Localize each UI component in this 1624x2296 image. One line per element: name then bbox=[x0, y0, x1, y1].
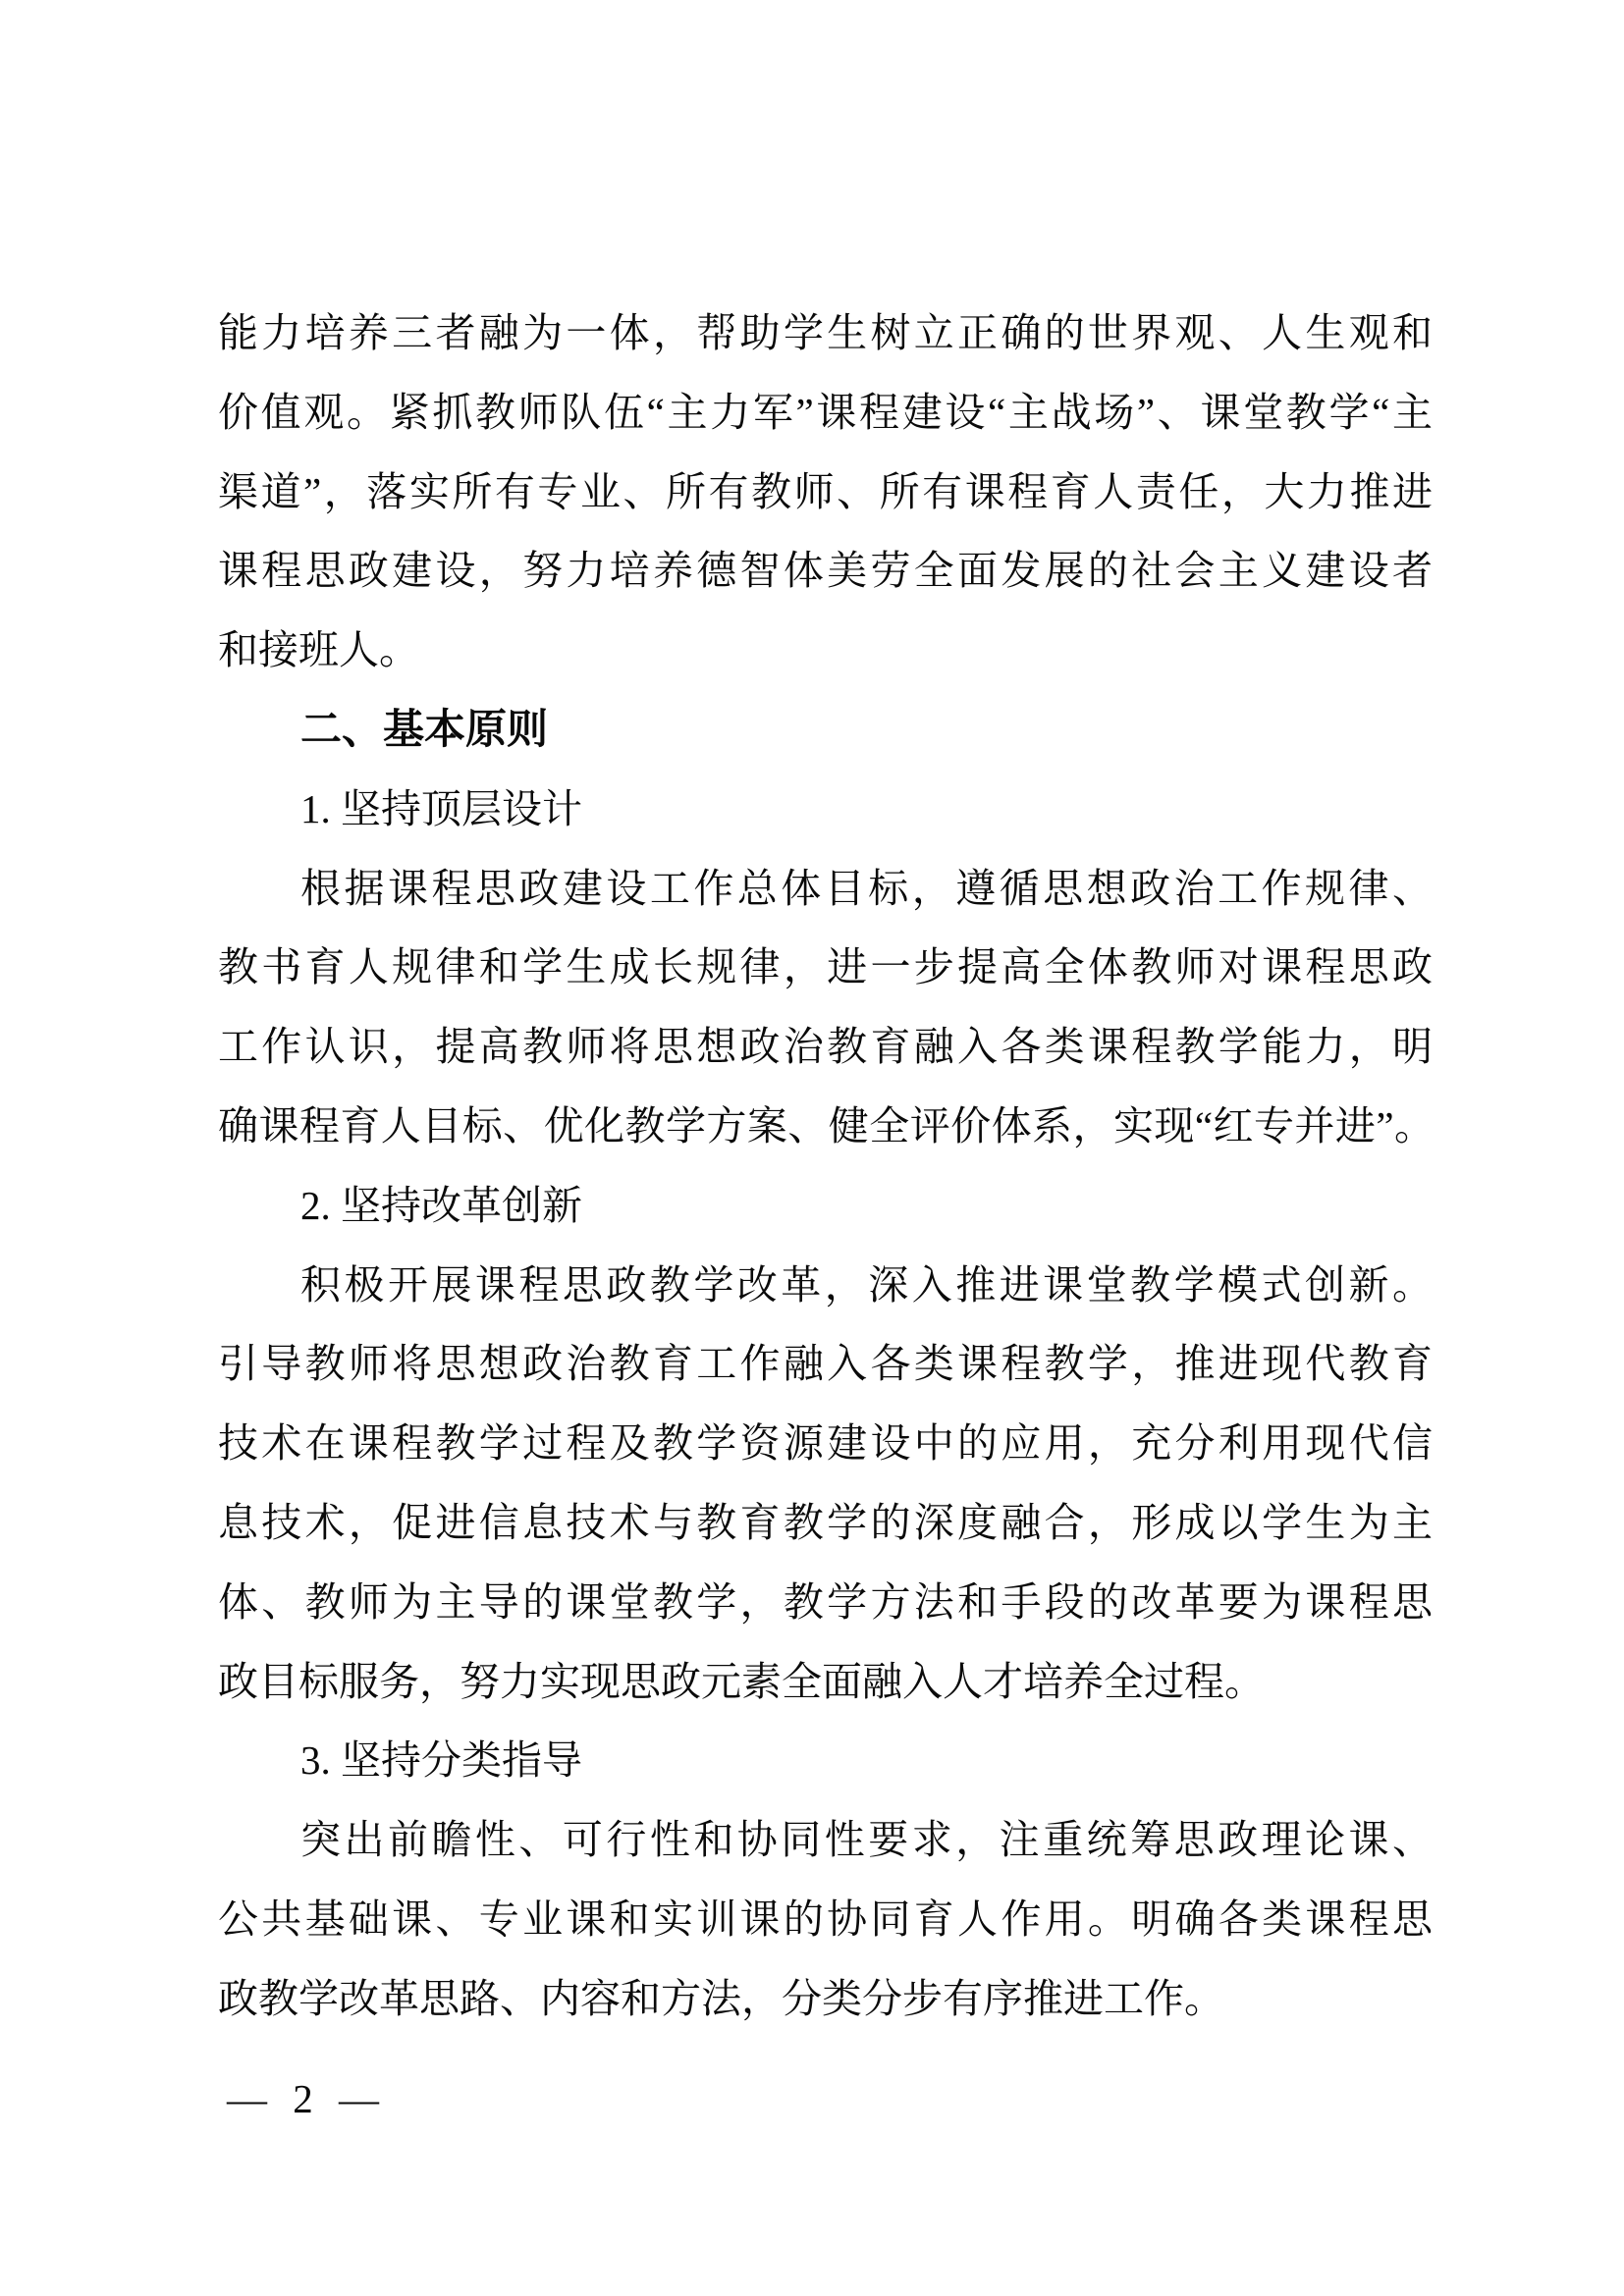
text-line: 价值观。紧抓教师队伍“主力军”课程建设“主战场”、课堂教学“主 bbox=[218, 389, 1433, 435]
text-line: 公共基础课、专业课和实训课的协同育人作用。明确各类课程思 bbox=[218, 1896, 1433, 1942]
subheading-1 bbox=[218, 770, 1433, 849]
text-line: 和接班人。 bbox=[218, 627, 419, 673]
text-line: 教书育人规律和学生成长规律，进一步提高全体教师对课程思政 bbox=[218, 944, 1433, 990]
section-heading-text: 二、基本原则 bbox=[300, 705, 549, 752]
body-paragraph bbox=[218, 294, 1433, 690]
body-paragraph bbox=[218, 1246, 1433, 1722]
subheading-2 bbox=[218, 1166, 1433, 1246]
page-number: — 2 — bbox=[227, 2076, 380, 2121]
text-line: 确课程育人目标、优化教学方案、健全评价体系，实现“红专并进”。 bbox=[218, 1102, 1433, 1148]
section-heading bbox=[218, 690, 1433, 770]
text-line: 突出前瞻性、可行性和协同性要求，注重统筹思政理论课、 bbox=[300, 1817, 1433, 1863]
subheading-text: 1. 坚持顶层设计 bbox=[300, 785, 582, 831]
text-line: 体、教师为主导的课堂教学，教学方法和手段的改革要为课程思 bbox=[218, 1578, 1433, 1625]
text-line: 引导教师将思想政治教育工作融入各类课程教学，推进现代教育 bbox=[218, 1341, 1433, 1387]
subheading-text: 2. 坚持改革创新 bbox=[300, 1182, 582, 1228]
text-line: 课程思政建设，努力培养德智体美劳全面发展的社会主义建设者 bbox=[218, 548, 1433, 594]
body-paragraph bbox=[218, 849, 1433, 1166]
text-line: 能力培养三者融为一体，帮助学生树立正确的世界观、人生观和 bbox=[218, 310, 1433, 355]
text-line: 政教学改革思路、内容和方法，分类分步有序推进工作。 bbox=[218, 1975, 1224, 2021]
text-line: 技术在课程教学过程及教学资源建设中的应用，充分利用现代信 bbox=[218, 1420, 1433, 1467]
subheading-text: 3. 坚持分类指导 bbox=[300, 1737, 582, 1784]
text-line: 政目标服务，努力实现思政元素全面融入人才培养全过程。 bbox=[218, 1658, 1265, 1704]
text-line: 根据课程思政建设工作总体目标，遵循思想政治工作规律、 bbox=[300, 865, 1433, 911]
text-line: 工作认识，提高教师将思想政治教育融入各类课程教学能力，明 bbox=[218, 1024, 1433, 1070]
subheading-3 bbox=[218, 1721, 1433, 1800]
text-line: 息技术，促进信息技术与教育教学的深度融合，形成以学生为主 bbox=[218, 1499, 1433, 1545]
body-paragraph bbox=[218, 1800, 1433, 2038]
document-body bbox=[218, 294, 1433, 2039]
text-line: 渠道”，落实所有专业、所有教师、所有课程育人责任，大力推进 bbox=[218, 468, 1433, 514]
text-line: 积极开展课程思政教学改革，深入推进课堂教学模式创新。 bbox=[300, 1261, 1433, 1308]
